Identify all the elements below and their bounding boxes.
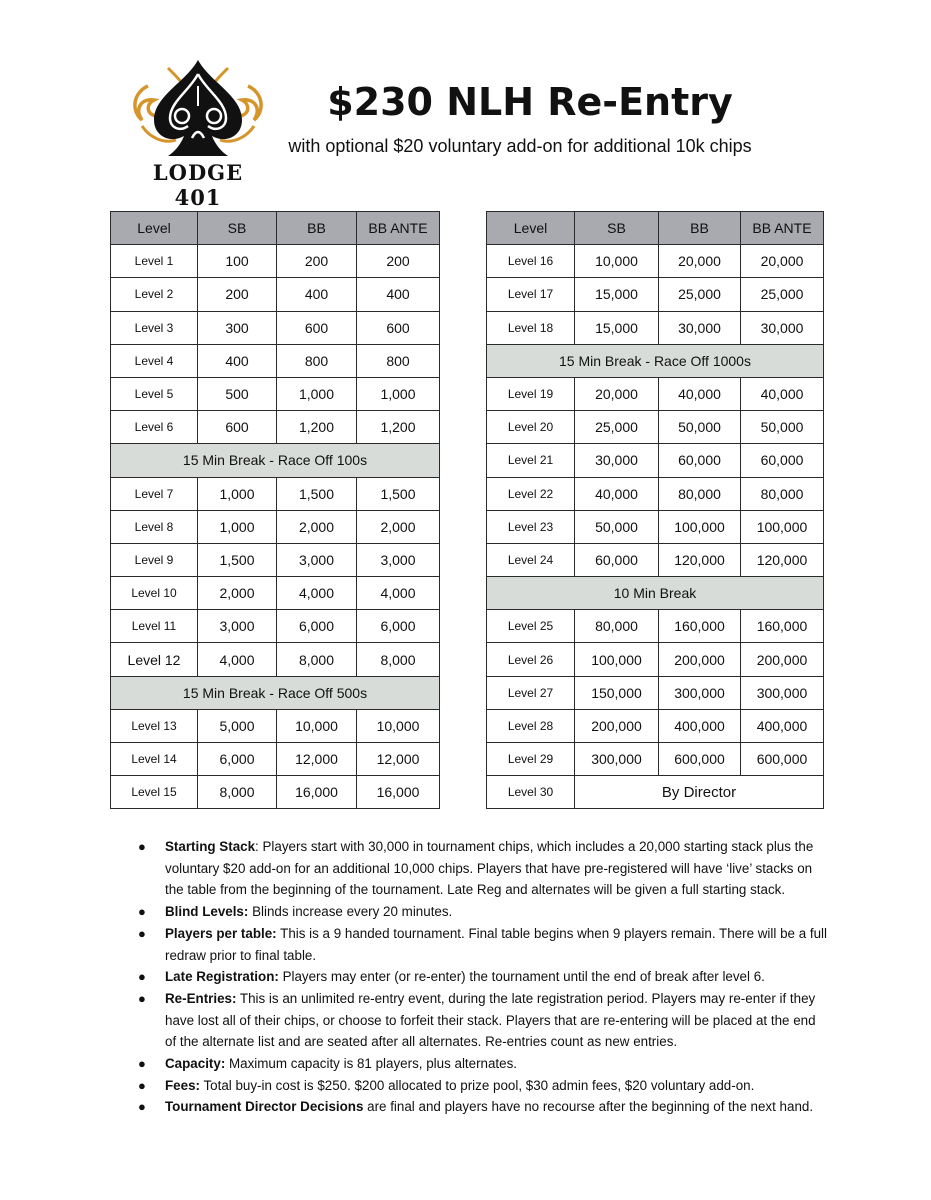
table-row xyxy=(487,477,824,510)
sb-cell: 4,000 xyxy=(198,643,277,676)
rule-text: Maximum capacity is 81 players, plus alternates. xyxy=(225,1056,518,1072)
level-cell: Level 8 xyxy=(111,510,198,543)
bb-cell: 60,000 xyxy=(659,444,741,477)
bb-cell: 600 xyxy=(277,311,357,344)
ante-cell: 200,000 xyxy=(741,643,824,676)
sb-cell: 50,000 xyxy=(575,510,659,543)
blind-structure-table-left xyxy=(110,211,440,809)
table-row xyxy=(111,510,440,543)
ante-cell: 100,000 xyxy=(741,510,824,543)
tournament-rules-list xyxy=(138,836,828,1118)
level-cell: Level 25 xyxy=(487,610,575,643)
ante-cell: 20,000 xyxy=(741,245,824,278)
rule-capacity xyxy=(138,1053,828,1075)
level-cell: Level 30 xyxy=(487,776,575,809)
sb-cell: 8,000 xyxy=(198,776,277,809)
level-cell: Level 23 xyxy=(487,510,575,543)
bb-cell: 40,000 xyxy=(659,377,741,410)
sb-cell: 40,000 xyxy=(575,477,659,510)
level-cell: Level 29 xyxy=(487,743,575,776)
level-cell: Level 18 xyxy=(487,311,575,344)
rule-text: : Players start with 30,000 in tournament chips, which includes a 20,000 starting stack plus the voluntary $20 add-on for an additional 10,000 chips. Players that have pre-registered will have ‘live’ stacks on the table from the beginning of the tournament. Late Reg and alternates will be given a full starting stack. xyxy=(165,839,814,898)
bb-cell: 300,000 xyxy=(659,676,741,709)
table-row xyxy=(111,344,440,377)
table-row xyxy=(487,743,824,776)
logo-text: LODGE 401 xyxy=(152,160,244,210)
bb-cell: 80,000 xyxy=(659,477,741,510)
column-header-bb-ante: BB ANTE xyxy=(741,212,824,245)
level-cell: Level 4 xyxy=(111,344,198,377)
bb-cell: 100,000 xyxy=(659,510,741,543)
column-header-sb: SB xyxy=(198,212,277,245)
table-row xyxy=(111,477,440,510)
table-row xyxy=(111,278,440,311)
ante-cell: 10,000 xyxy=(357,709,440,742)
column-header-bb: BB xyxy=(659,212,741,245)
bb-cell: 1,000 xyxy=(277,377,357,410)
sb-cell: 30,000 xyxy=(575,444,659,477)
level-cell: Level 6 xyxy=(111,411,198,444)
table-row xyxy=(487,278,824,311)
bb-cell: 800 xyxy=(277,344,357,377)
level-cell: Level 12 xyxy=(111,643,198,676)
rule-text: Total buy-in cost is $250. $200 allocated to prize pool, $30 admin fees, $20 voluntary add-on. xyxy=(199,1077,755,1093)
level-cell: Level 28 xyxy=(487,709,575,742)
bb-cell: 20,000 xyxy=(659,245,741,278)
break-label: 15 Min Break - Race Off 1000s xyxy=(487,344,824,377)
bb-cell: 16,000 xyxy=(277,776,357,809)
ante-cell: 600 xyxy=(357,311,440,344)
sb-cell: 60,000 xyxy=(575,543,659,576)
table-row xyxy=(111,377,440,410)
column-header-bb-ante: BB ANTE xyxy=(357,212,440,245)
lodge-401-logo xyxy=(128,56,268,210)
bullet-dot-icon: ● xyxy=(138,1099,146,1115)
page-subtitle: with optional $20 voluntary add-on for additional 10k chips xyxy=(288,136,752,156)
table-row xyxy=(111,577,440,610)
bb-cell: 3,000 xyxy=(277,543,357,576)
bb-cell: 50,000 xyxy=(659,411,741,444)
sb-cell: 100,000 xyxy=(575,643,659,676)
sb-cell: 150,000 xyxy=(575,676,659,709)
table-row xyxy=(487,411,824,444)
sb-cell: 25,000 xyxy=(575,411,659,444)
level-cell: Level 11 xyxy=(111,610,198,643)
sb-cell: 1,000 xyxy=(198,477,277,510)
break-row xyxy=(487,577,824,610)
rule-label: Blind Levels: xyxy=(165,904,249,920)
rule-text: This is a 9 handed tournament. Final table begins when 9 players remain. There will be a full redraw prior to final table. xyxy=(165,925,827,963)
sb-cell: 3,000 xyxy=(198,610,277,643)
table-header-row xyxy=(487,212,824,245)
column-header-level: Level xyxy=(111,212,198,245)
rule-text: Blinds increase every 20 minutes. xyxy=(248,904,453,920)
ante-cell: 12,000 xyxy=(357,743,440,776)
column-header-bb: BB xyxy=(277,212,357,245)
table-header-row xyxy=(111,212,440,245)
rule-label: Late Registration: xyxy=(165,969,279,985)
table-row xyxy=(111,643,440,676)
sb-cell: 500 xyxy=(198,377,277,410)
sb-cell: 15,000 xyxy=(575,311,659,344)
bb-cell: 4,000 xyxy=(277,577,357,610)
rule-fees xyxy=(138,1075,828,1097)
bb-cell: 200,000 xyxy=(659,643,741,676)
sb-cell: 1,500 xyxy=(198,543,277,576)
level-cell: Level 2 xyxy=(111,278,198,311)
sb-cell: 1,000 xyxy=(198,510,277,543)
table-row xyxy=(487,610,824,643)
page-title: $230 NLH Re-Entry xyxy=(327,80,733,124)
column-header-level: Level xyxy=(487,212,575,245)
level-cell: Level 27 xyxy=(487,676,575,709)
bb-cell: 400,000 xyxy=(659,709,741,742)
bullet-dot-icon: ● xyxy=(138,904,146,920)
rule-label: Tournament Director Decisions xyxy=(165,1099,364,1115)
rule-re-entries xyxy=(138,988,828,1053)
bb-cell: 120,000 xyxy=(659,543,741,576)
table-row xyxy=(111,311,440,344)
sb-cell: 100 xyxy=(198,245,277,278)
ante-cell: 8,000 xyxy=(357,643,440,676)
break-row xyxy=(111,444,440,477)
bb-cell: 2,000 xyxy=(277,510,357,543)
rule-text: are final and players have no recourse after the beginning of the next hand. xyxy=(363,1099,814,1115)
bb-cell: 600,000 xyxy=(659,743,741,776)
sb-cell: 400 xyxy=(198,344,277,377)
rule-late-registration xyxy=(138,966,828,988)
table-row xyxy=(487,510,824,543)
level-cell: Level 7 xyxy=(111,477,198,510)
ante-cell: 200 xyxy=(357,245,440,278)
break-label: 15 Min Break - Race Off 500s xyxy=(111,676,440,709)
ante-cell: 160,000 xyxy=(741,610,824,643)
level-cell: Level 21 xyxy=(487,444,575,477)
bullet-dot-icon: ● xyxy=(138,839,146,854)
bb-cell: 30,000 xyxy=(659,311,741,344)
level-cell: Level 20 xyxy=(487,411,575,444)
rule-label: Players per table: xyxy=(165,925,277,941)
level-cell: Level 14 xyxy=(111,743,198,776)
column-header-sb: SB xyxy=(575,212,659,245)
rule-label: Starting Stack xyxy=(165,839,256,854)
sb-cell: 200,000 xyxy=(575,709,659,742)
bullet-dot-icon: ● xyxy=(138,1077,146,1093)
sb-cell: 6,000 xyxy=(198,743,277,776)
ante-cell: 1,500 xyxy=(357,477,440,510)
break-row xyxy=(111,676,440,709)
table-row xyxy=(111,411,440,444)
ante-cell: 400,000 xyxy=(741,709,824,742)
break-label: 10 Min Break xyxy=(487,577,824,610)
bb-cell: 400 xyxy=(277,278,357,311)
table-row xyxy=(487,377,824,410)
table-row xyxy=(487,245,824,278)
ante-cell: 60,000 xyxy=(741,444,824,477)
rule-director-decisions xyxy=(138,1096,828,1118)
sb-cell: 200 xyxy=(198,278,277,311)
ante-cell: 16,000 xyxy=(357,776,440,809)
table-row xyxy=(111,543,440,576)
level-cell: Level 26 xyxy=(487,643,575,676)
blind-structure-table-right xyxy=(486,211,824,809)
ante-cell: 80,000 xyxy=(741,477,824,510)
level-cell: Level 5 xyxy=(111,377,198,410)
table-row xyxy=(487,643,824,676)
rule-blind-levels xyxy=(138,901,828,923)
table-row xyxy=(487,676,824,709)
table-row xyxy=(487,776,824,809)
table-row xyxy=(487,543,824,576)
bb-cell: 12,000 xyxy=(277,743,357,776)
level-cell: Level 15 xyxy=(111,776,198,809)
ante-cell: 30,000 xyxy=(741,311,824,344)
bb-cell: 200 xyxy=(277,245,357,278)
sb-cell: 15,000 xyxy=(575,278,659,311)
bb-cell: 25,000 xyxy=(659,278,741,311)
ante-cell: 25,000 xyxy=(741,278,824,311)
level-cell: Level 17 xyxy=(487,278,575,311)
table-row xyxy=(487,311,824,344)
table-row xyxy=(487,444,824,477)
ante-cell: 600,000 xyxy=(741,743,824,776)
sb-cell: 5,000 xyxy=(198,709,277,742)
rule-players-per-table xyxy=(138,923,828,966)
sb-cell: 20,000 xyxy=(575,377,659,410)
level-cell: Level 16 xyxy=(487,245,575,278)
bullet-dot-icon: ● xyxy=(138,990,146,1006)
table-row xyxy=(487,709,824,742)
ante-cell: 3,000 xyxy=(357,543,440,576)
ante-cell: 2,000 xyxy=(357,510,440,543)
ante-cell: 6,000 xyxy=(357,610,440,643)
rule-text: This is an unlimited re-entry event, during the late registration period. Players may re-enter if they have lost all of their chips, or choose to forfeit their stack. Players that are re-entering will be placed at the end of the alternate list and are seated after all alternates. Re-entries count as new entries. xyxy=(165,990,816,1050)
level-cell: Level 9 xyxy=(111,543,198,576)
bullet-dot-icon: ● xyxy=(138,1056,146,1072)
bb-cell: 160,000 xyxy=(659,610,741,643)
level-cell: Level 19 xyxy=(487,377,575,410)
sb-cell: 600 xyxy=(198,411,277,444)
level-cell: Level 22 xyxy=(487,477,575,510)
rule-text: Players may enter (or re-enter) the tournament until the end of break after level 6. xyxy=(278,969,765,985)
rule-starting-stack xyxy=(138,836,828,901)
sb-cell: 2,000 xyxy=(198,577,277,610)
bb-cell: 6,000 xyxy=(277,610,357,643)
table-row xyxy=(111,709,440,742)
level-cell: Level 24 xyxy=(487,543,575,576)
break-label: 15 Min Break - Race Off 100s xyxy=(111,444,440,477)
ante-cell: 1,200 xyxy=(357,411,440,444)
ante-cell: 40,000 xyxy=(741,377,824,410)
table-row xyxy=(111,610,440,643)
ante-cell: 120,000 xyxy=(741,543,824,576)
bullet-dot-icon: ● xyxy=(138,969,146,985)
ante-cell: 4,000 xyxy=(357,577,440,610)
ante-cell: 800 xyxy=(357,344,440,377)
level-cell: Level 3 xyxy=(111,311,198,344)
by-director-cell: By Director xyxy=(575,776,824,809)
sb-cell: 10,000 xyxy=(575,245,659,278)
table-row xyxy=(111,743,440,776)
ante-cell: 50,000 xyxy=(741,411,824,444)
sb-cell: 300 xyxy=(198,311,277,344)
bb-cell: 10,000 xyxy=(277,709,357,742)
break-row xyxy=(487,344,824,377)
level-cell: Level 13 xyxy=(111,709,198,742)
bb-cell: 1,500 xyxy=(277,477,357,510)
rule-label: Re-Entries: xyxy=(165,990,237,1006)
bb-cell: 8,000 xyxy=(277,643,357,676)
level-cell: Level 10 xyxy=(111,577,198,610)
bb-cell: 1,200 xyxy=(277,411,357,444)
ante-cell: 300,000 xyxy=(741,676,824,709)
rule-label: Capacity: xyxy=(165,1056,226,1072)
table-row xyxy=(111,245,440,278)
ornate-spade-icon xyxy=(128,56,268,160)
bullet-dot-icon: ● xyxy=(138,925,146,941)
table-row xyxy=(111,776,440,809)
level-cell: Level 1 xyxy=(111,245,198,278)
ante-cell: 1,000 xyxy=(357,377,440,410)
ante-cell: 400 xyxy=(357,278,440,311)
sb-cell: 300,000 xyxy=(575,743,659,776)
sb-cell: 80,000 xyxy=(575,610,659,643)
rule-label: Fees: xyxy=(165,1077,200,1093)
